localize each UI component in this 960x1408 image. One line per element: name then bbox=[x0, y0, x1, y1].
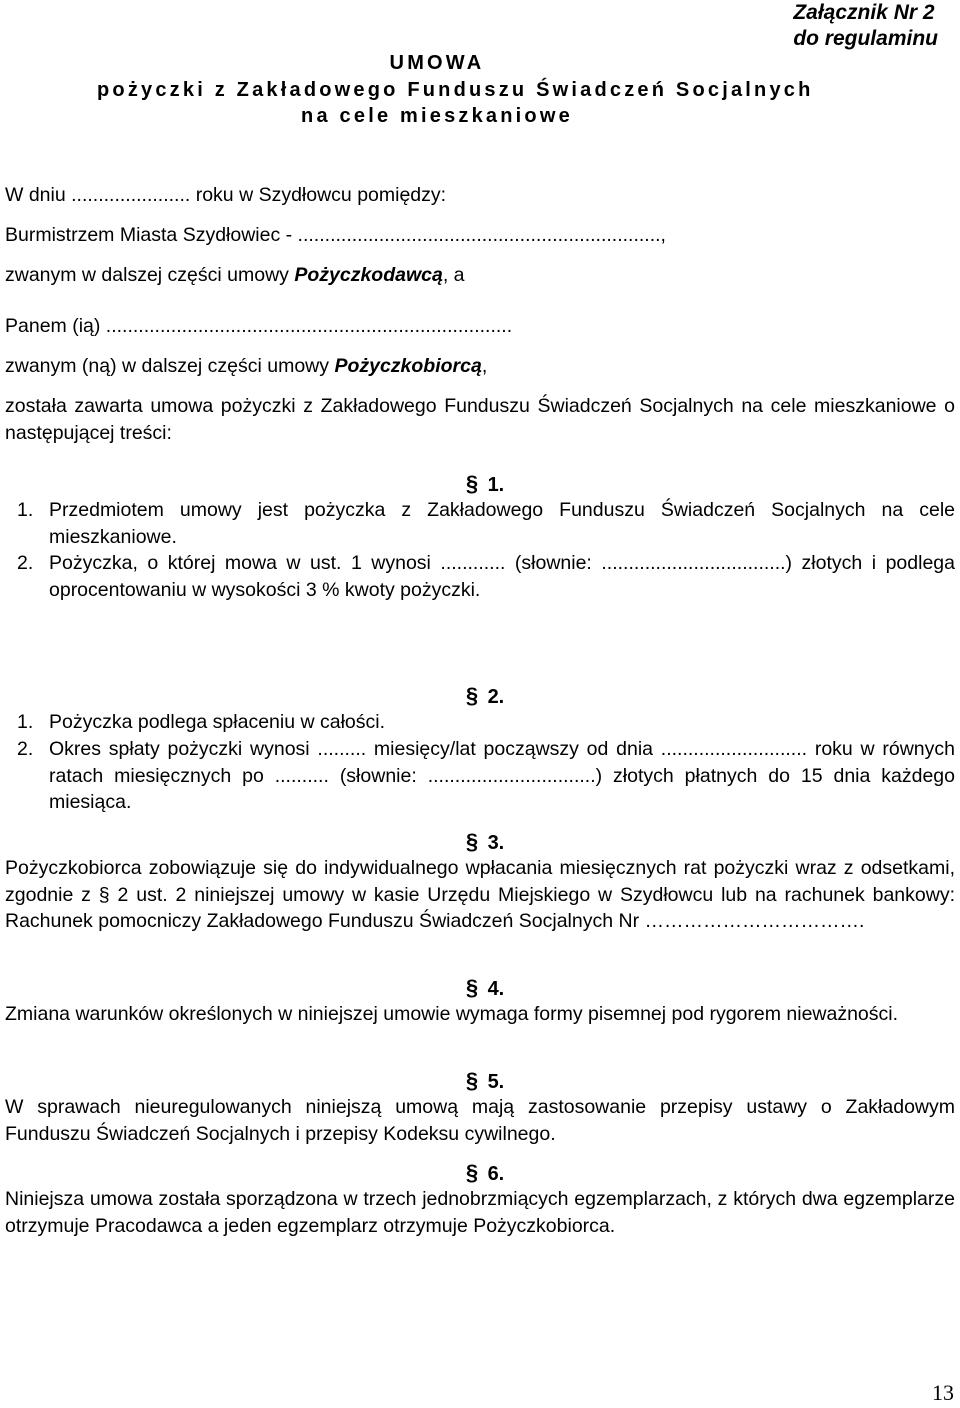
item-text: Okres spłaty pożyczki wynosi ......... miesięcy/lat począwszy od dnia ........................... roku w równych ratach miesięcznych po .......... (słownie: ...............................) złotych płatnych do 15 dnia każdego miesiąca. bbox=[49, 738, 955, 813]
item-text: Przedmiotem umowy jest pożyczka z Zakładowego Funduszu Świadczeń Socjalnych na cele mieszkaniowe. bbox=[49, 499, 955, 548]
annex-header bbox=[793, 0, 938, 52]
annex-line-2: do regulaminu bbox=[793, 27, 938, 50]
date-line: W dniu ...................... roku w Szydłowcu pomiędzy: bbox=[5, 184, 447, 206]
item-number: 1. bbox=[17, 711, 34, 733]
lender-name: Pożyczkodawcą bbox=[294, 264, 443, 286]
item-text: Pożyczka, o której mowa w ust. 1 wynosi ............ (słownie: ..................................) złotych i podlega oprocentowaniu w wysokości 3 % kwoty pożyczki. bbox=[49, 552, 955, 601]
section-1-item-1 bbox=[17, 497, 955, 550]
section-number: 1. bbox=[487, 474, 505, 496]
section-3-text: Pożyczkobiorca zobowiązuje się do indywidualnego wpłacania miesięcznych rat pożyczki wraz z odsetkami, zgodnie z § 2 ust. 2 niniejszej umowy w kasie Urzędu Miejskiego w Szydłowcu lub na rachunek bankowy: Rachunek pomocniczy Zakładowego Funduszu Świadczeń Socjalnych Nr ……………………………. bbox=[5, 857, 955, 932]
lender-description bbox=[5, 262, 955, 289]
title-line-3: na cele mieszkaniowe bbox=[301, 105, 573, 127]
lender-text: zwanym w dalszej części umowy bbox=[5, 264, 295, 286]
section-4-text: Zmiana warunków określonych w niniejszej umowie wymaga formy pisemnej pod rygorem nieważności. bbox=[5, 1003, 899, 1025]
page-number: 13 bbox=[932, 1380, 954, 1405]
section-5-text: W sprawach nieuregulowanych niniejszą umową mają zastosowanie przepisy ustawy o Zakładowym Funduszu Świadczeń Socjalnych i przepisy Kodeksu cywilnego. bbox=[5, 1096, 955, 1145]
section-5-heading bbox=[462, 1068, 504, 1094]
section-6-text: Niniejsza umowa została sporządzona w trzech jednobrzmiących egzemplarzach, z których dwa egzemplarze otrzymuje Pracodawca a jeden egzemplarz otrzymuje Pożyczkobiorca. bbox=[5, 1188, 955, 1237]
borrower-line: Panem (ią) ........................................................................... bbox=[5, 315, 513, 337]
item-text: Pożyczka podlega spłaceniu w całości. bbox=[49, 711, 386, 733]
section-symbol: § bbox=[465, 683, 479, 708]
section-symbol: § bbox=[465, 975, 479, 1000]
contract-intro: została zawarta umowa pożyczki z Zakładowego Funduszu Świadczeń Socjalnych na cele mieszkaniowe o następującej treści: bbox=[5, 395, 955, 444]
section-2-item-1 bbox=[17, 709, 955, 736]
borrower-text-end: , bbox=[481, 355, 488, 377]
section-symbol: § bbox=[465, 1068, 479, 1093]
item-number: 1. bbox=[17, 499, 34, 521]
section-number: 6. bbox=[487, 1163, 505, 1185]
section-number: 4. bbox=[487, 978, 505, 1000]
title-line-1: UMOWA bbox=[389, 52, 485, 74]
section-6-heading bbox=[462, 1160, 504, 1186]
section-symbol: § bbox=[465, 1160, 479, 1185]
borrower-text: zwanym (ną) w dalszej części umowy bbox=[5, 355, 335, 377]
lender-text-end: , a bbox=[442, 264, 465, 286]
annex-line-1: Załącznik Nr 2 bbox=[793, 1, 935, 24]
section-symbol: § bbox=[465, 829, 479, 854]
item-number: 2. bbox=[17, 552, 34, 574]
section-3-heading bbox=[462, 829, 504, 855]
section-symbol: § bbox=[465, 471, 479, 496]
title-line-2: pożyczki z Zakładowego Funduszu Świadczeń Socjalnych bbox=[97, 78, 814, 101]
item-number: 2. bbox=[17, 738, 34, 760]
borrower-name: Pożyczkobiorcą bbox=[334, 355, 482, 377]
section-1-heading bbox=[462, 471, 504, 497]
section-2-item-2 bbox=[17, 736, 955, 816]
section-4-heading bbox=[462, 975, 504, 1001]
borrower-description bbox=[5, 353, 955, 380]
section-1-item-2 bbox=[17, 550, 955, 603]
lender-line: Burmistrzem Miasta Szydłowiec - ..................................................................., bbox=[5, 224, 666, 246]
section-number: 3. bbox=[487, 832, 505, 854]
section-number: 5. bbox=[487, 1071, 505, 1093]
document-title bbox=[97, 50, 814, 130]
section-number: 2. bbox=[487, 686, 505, 708]
section-2-heading bbox=[462, 683, 504, 709]
